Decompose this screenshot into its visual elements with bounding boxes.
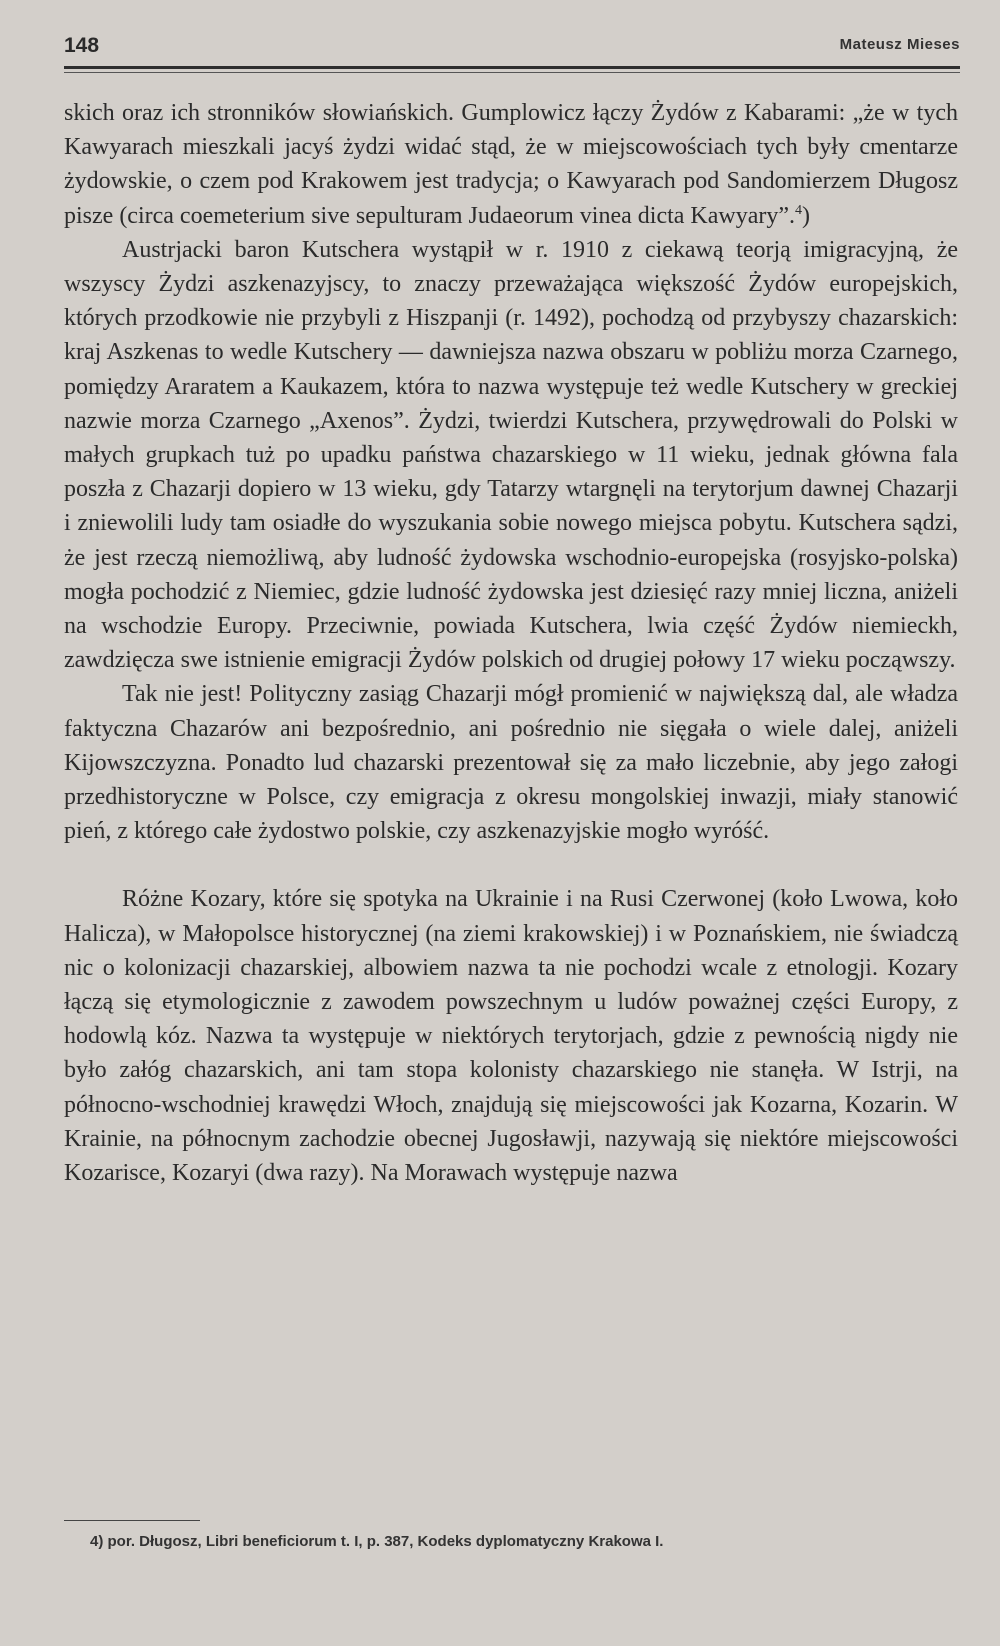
page-number: 148 [64,34,100,57]
paragraph-4: Różne Kozary, które się spotyka na Ukrainie i na Rusi Czerwonej (koło Lwowa, koło Halicza), w Małopolsce historycznej (na ziemi krakowskiej) i w Poznańskiem, nie świadczą nic o kolonizacji chazarskiej, albowiem nazwa ta nie pochodzi wcale z etnologji. Kozary łączą się etymologicznie z zawodem powszechnym u ludów poważnej części Europy, z hodowlą kóz. Nazwa ta występuje w niektórych terytorjach, gdzie z pewnością nigdy nie było załóg chazarskich, ani tam stopa kolonisty chazarskiego nie stanęła. W Istrji, na północno-wschodniej krawędzi Włoch, znajdują się miejscowości jak Kozarna, Kozarin. W Krainie, na północnym zachodzie obecnej Jugosławji, nazywają się niektóre miejscowości Kozarisce, Kozaryi (dwa razy). Na Morawach występuje nazwa [64,886,958,1187]
paragraph-1-text: skich oraz ich stronników słowiańskich. Gumplowicz łączy Żydów z Kabarami: „że w tych Kawyarach mieszkali jacyś żydzi widać stąd, że w miejscowościach tych były cmentarze żydowskie, o czem pod Krakowem jest tradycja; o Kawyarach pod Sandomierzem Długosz pisze (circa coemeterium sive sepulturam Judaeorum vinea dicta Kawyary”. [64,100,958,229]
body-text [64,96,958,1190]
paragraph-1-tail: ) [802,202,811,229]
footnote-ref-4[interactable]: 4 [795,202,803,218]
footnote-marker: 4) [90,1533,104,1550]
footnote-rule [64,1520,200,1521]
page-header [64,30,960,70]
header-rule-thin [64,72,960,73]
running-head: Mateusz Mieses [839,36,960,53]
paragraph-2: Austrjacki baron Kutschera wystąpił w r. 1910 z ciekawą teorją imigracyjną, że wszyscy Żydzi aszkenazyjscy, to znaczy przeważająca większość Żydów europejskich, których przodkowie nie przybyli z Hiszpanji (r. 1492), pochodzą od przybyszy chazarskich: kraj Aszkenas to wedle Kutschery — dawniejsza nazwa obszaru w pobliżu morza Czarnego, pomiędzy Araratem a Kaukazem, która to nazwa występuje też wedle Kutschery w greckiej nazwie morza Czarnego „Axenos”. Żydzi, twierdzi Kutschera, przywędrowali do Polski w małych grupkach tuż po upadku państwa chazarskiego w 11 wieku, jednak główna fala poszła z Chazarji dopiero w 13 wieku, gdy Tatarzy wtargnęli na terytorjum dawnej Chazarji i zniewolili ludy tam osiadłe do wyszukania sobie nowego miejsca pobytu. Kutschera sądzi, że jest rzeczą niemożliwą, aby ludność żydowska wschodnio-europejska (rosyjsko-polska) mogła pochodzić z Niemiec, gdzie ludność żydowska jest dziesięć razy mniej liczna, aniżeli na wschodzie Europy. Przeciwnie, powiada Kutschera, lwia część Żydów niemieckh, zawdzięcza swe istnienie emigracji Żydów polskich od drugiej połowy 17 wieku począwszy. [64,236,958,674]
header-rule-thick [64,66,960,69]
footnote-text: por. Długosz, Libri beneficiorum t. I, p. 387, Kodeks dyplomatyczny Krakowa I. [107,1533,664,1550]
paragraph-3: Tak nie jest! Polityczny zasiąg Chazarji mógł promienić w największą dal, ale władza faktyczna Chazarów ani bezpośrednio, ani pośrednio nie sięgała o wiele dalej, aniżeli Kijowszczyzna. Ponadto lud chazarski prezentował się za mało liczebnie, aby jego załogi przedhistoryczne w Polsce, czy emigracja z okresu mongolskiej inwazji, miały stanowić pień, z którego całe żydostwo polskie, czy aszkenazyjskie mogło wyróść. [64,681,958,845]
footnote-4 [90,1533,960,1550]
paragraph-1 [64,96,958,233]
